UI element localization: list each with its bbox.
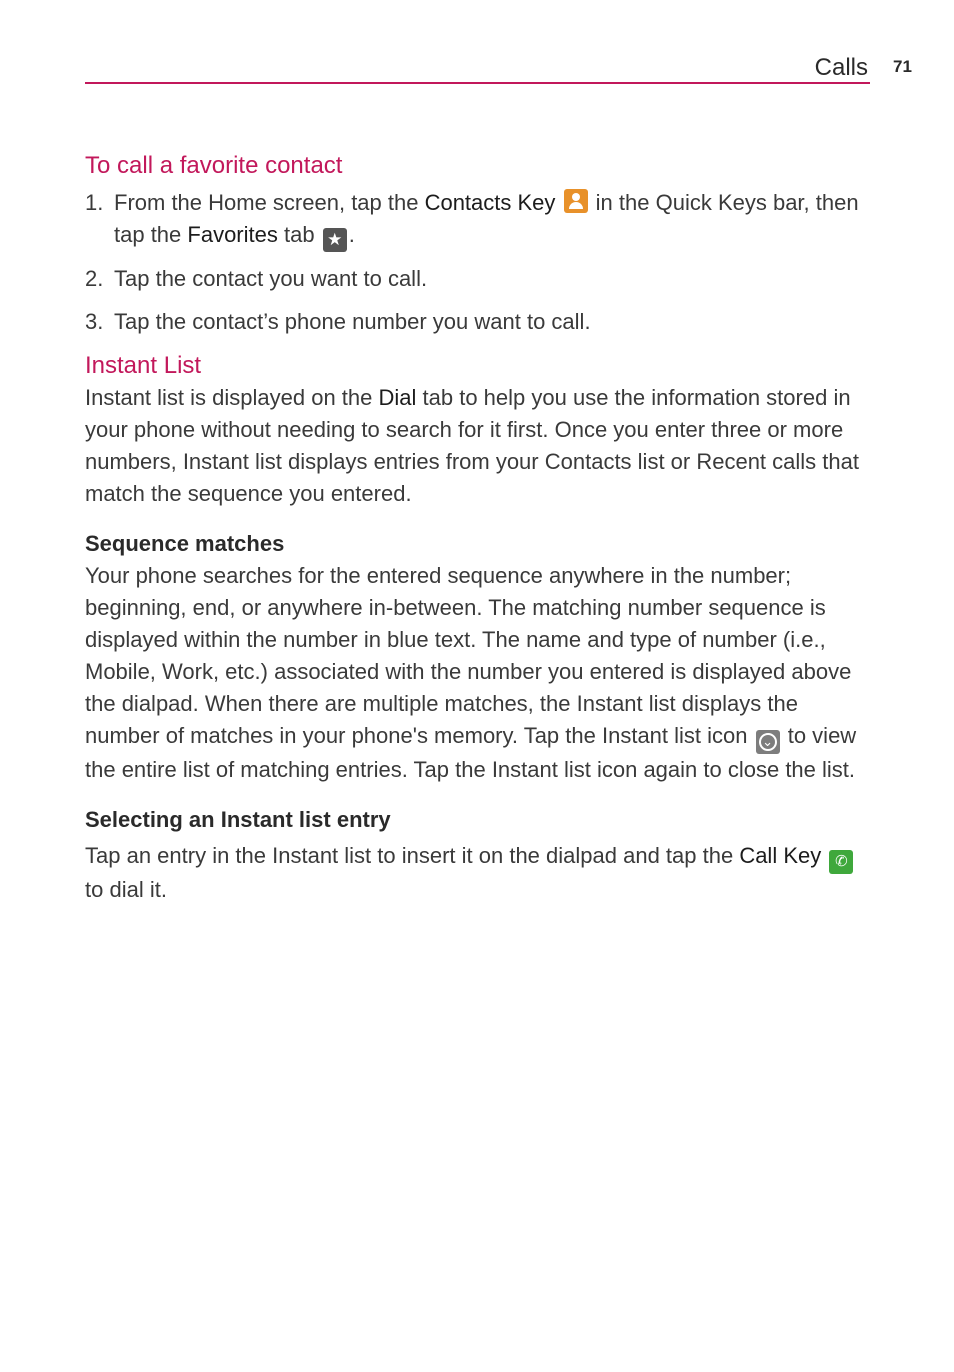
contacts-key-label: Contacts Key <box>424 190 556 215</box>
paragraph-text: Tap an entry in the Instant list to insert it on the dialpad and tap the <box>85 843 740 868</box>
step-3 <box>85 306 875 338</box>
selecting-paragraph <box>85 840 875 906</box>
sequence-matches-heading: Sequence matches <box>85 531 285 556</box>
paragraph-text: to dial it. <box>85 877 167 902</box>
instant-list-icon: ⌄ <box>756 730 780 754</box>
instant-list-paragraph <box>85 382 875 510</box>
step-text: From the Home screen, tap the <box>114 190 425 215</box>
contacts-icon <box>564 189 588 213</box>
page-header <box>85 52 870 84</box>
star-icon: ★ <box>323 228 347 252</box>
sequence-paragraph <box>85 560 875 786</box>
favorites-tab-label: Favorites <box>187 222 278 247</box>
instant-list-heading: Instant List <box>85 352 202 379</box>
paragraph-text: tab to help you use the information stored in your phone without needing to search for it first. Once you enter three or more numbers, Instant list displays entries from your Contacts list or Recent calls that match the sequence you entered. <box>85 385 859 506</box>
selecting-entry-heading: Selecting an Instant list entry <box>85 807 391 832</box>
step-number: 1. <box>85 190 104 215</box>
phone-icon: ✆ <box>829 850 853 874</box>
favorite-heading: To call a favorite contact <box>85 152 343 179</box>
step-1 <box>85 187 875 252</box>
step-number: 2. <box>85 266 104 291</box>
page-content <box>85 150 875 906</box>
step-number: 3. <box>85 309 104 334</box>
call-key-label: Call Key <box>739 843 822 868</box>
paragraph-text: to view the entire list of matching entries. Tap the Instant list icon again to close the list. <box>85 723 857 782</box>
paragraph-text: Instant list is displayed on the <box>85 385 379 410</box>
step-text: in the Quick Keys bar, then tap the <box>114 190 859 247</box>
step-text: . <box>348 222 355 247</box>
step-text: tab <box>277 222 321 247</box>
step-2 <box>85 263 875 295</box>
page-number: 71 <box>893 57 912 76</box>
step-text: Tap the contact’s phone number you want to call. <box>114 309 591 334</box>
favorite-steps <box>85 187 875 338</box>
section-title: Calls <box>814 54 868 81</box>
dial-tab-label: Dial <box>378 385 417 410</box>
step-text: Tap the contact you want to call. <box>114 266 428 291</box>
paragraph-text: Your phone searches for the entered sequence anywhere in the number; beginning, end, or anywhere in-between. The matching number sequence is displayed within the number in blue text. The name and type of number (i.e., Mobile, Work, etc.) associated with the number you entered is displayed above the dialpad. When there are multiple matches, the Instant list displays the number of matches in your phone's memory. Tap the Instant list icon <box>85 563 852 748</box>
